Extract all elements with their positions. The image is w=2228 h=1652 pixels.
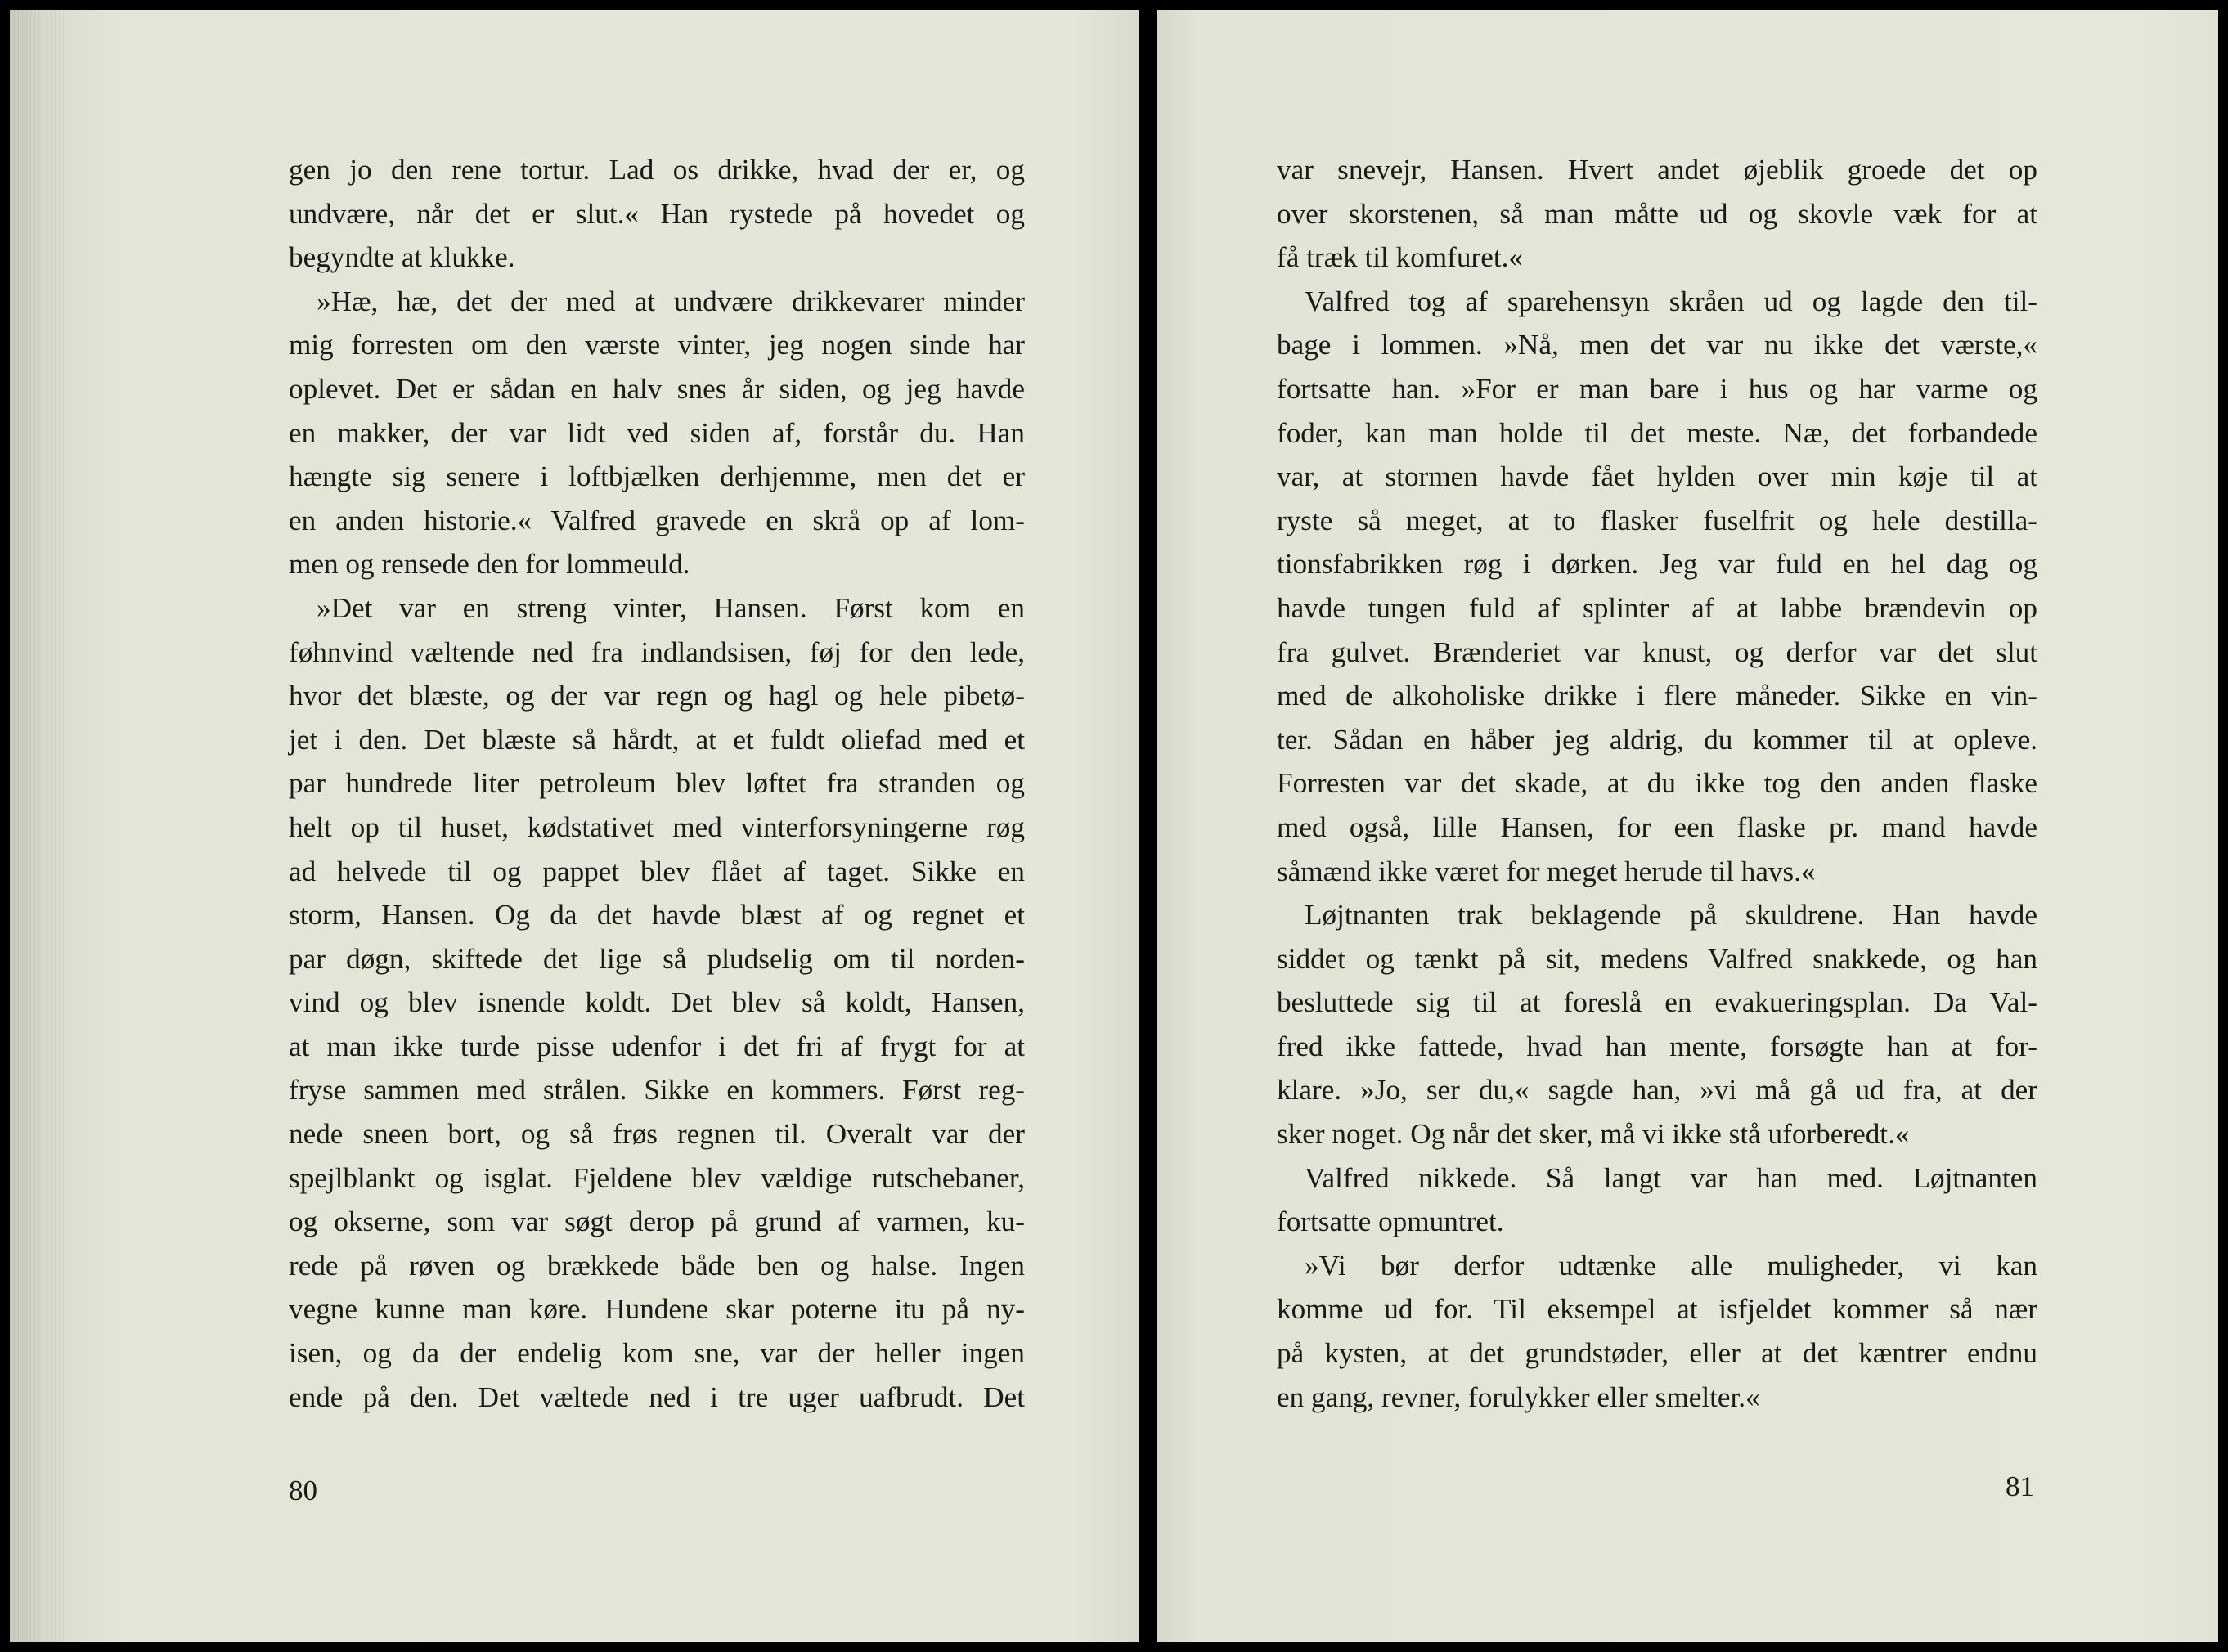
text-line: Forresten var det skade, at du ikke tog den anden flaske [1277,767,2037,800]
text-line: men og rensede den for lommeuld. [289,548,690,581]
right-page [1157,10,2218,1642]
text-line: jet i den. Det blæste så hårdt, at et fuldt oliefad med et [289,723,1025,756]
text-line: komme ud for. Til eksempel at isfjeldet kommer så nær [1277,1293,2037,1326]
text-line: fortsatte opmuntret. [1277,1205,1504,1238]
text-line: par hundrede liter petroleum blev løftet fra stranden og [289,767,1025,800]
left-page-text [289,148,1025,1419]
text-line: med også, lille Hansen, for een flaske pr. mand havde [1277,810,2037,843]
text-line: nede sneen bort, og så frøs regnen til. Overalt var der [289,1118,1025,1151]
text-line: og okserne, som var søgt derop på grund af varmen, ku- [289,1205,1025,1238]
text-line: sker noget. Og når det sker, må vi ikke stå uforberedt.« [1277,1118,1910,1151]
text-line: »Vi bør derfor udtænke alle muligheder, vi kan [1305,1249,2037,1282]
text-line: hængte sig senere i loftbjælken derhjemme, men det er [289,460,1025,493]
text-line: var snevejr, Hansen. Hvert andet øjeblik groede det op [1277,154,2037,186]
text-line: fred ikke fattede, hvad han mente, forsøgte han at for- [1277,1030,2037,1062]
text-line: vegne kunne man køre. Hundene skar poterne itu på ny- [289,1293,1025,1326]
text-line: isen, og da der endelig kom sne, var der heller ingen [289,1337,1025,1370]
text-line: spejlblankt og isglat. Fjeldene blev vældige rutschebaner, [289,1161,1025,1194]
text-line: føhnvind væltende ned fra indlandsisen, føj for den lede, [289,635,1025,668]
text-line: oplevet. Det er sådan en halv snes år siden, og jeg havde [289,372,1025,405]
text-line: på kysten, at det grundstøder, eller at det kæntrer endnu [1277,1337,2037,1370]
text-line: storm, Hansen. Og da det havde blæst af og regnet et [289,899,1025,931]
right-page-text [1277,148,2037,1419]
text-line: var, at stormen havde fået hylden over min køje til at [1277,460,2037,493]
text-line: ad helvede til og pappet blev flået af taget. Sikke en [289,855,1025,887]
text-line: Valfred nikkede. Så langt var han med. Løjtnanten [1305,1161,2037,1194]
text-line: helt op til huset, kødstativet med vinterforsyningerne røg [289,810,1025,843]
text-line: Løjtnanten trak beklagende på skuldrene. Han havde [1305,899,2037,931]
text-line: ter. Sådan en håber jeg aldrig, du kommer til at opleve. [1277,723,2037,756]
left-page [10,10,1139,1642]
text-line: »Hæ, hæ, det der med at undvære drikkevarer minder [317,285,1025,317]
text-line: fryse sammen med strålen. Sikke en kommers. Først reg- [289,1074,1025,1107]
text-line: rede på røven og brækkede både ben og halse. Ingen [289,1249,1025,1282]
text-line: over skorstenen, så man måtte ud og skovle væk for at [1277,197,2037,230]
text-line: såmænd ikke været for meget herude til havs.« [1277,855,1816,887]
text-line: tionsfabrikken røg i dørken. Jeg var fuld en hel dag og [1277,548,2037,581]
text-line: at man ikke turde pisse udenfor i det fri af frygt for at [289,1030,1025,1062]
text-line: vind og blev isnende koldt. Det blev så koldt, Hansen, [289,986,1025,1019]
text-line: havde tungen fuld af splinter af at labbe brændevin op [1277,591,2037,624]
text-line: Valfred tog af sparehensyn skråen ud og lagde den til- [1305,285,2037,317]
text-line: en gang, revner, forulykker eller smelter.« [1277,1380,1760,1413]
text-line: fortsatte han. »For er man bare i hus og har varme og [1277,372,2037,405]
text-line: hvor det blæste, og der var regn og hagl og hele pibetø- [289,680,1025,712]
text-line: med de alkoholiske drikke i flere måneder. Sikke en vin- [1277,680,2037,712]
text-line: en makker, der var lidt ved siden af, forstår du. Han [289,416,1025,449]
text-line: foder, kan man holde til det meste. Næ, det forbandede [1277,416,2037,449]
text-line: »Det var en streng vinter, Hansen. Først kom en [317,591,1025,624]
text-line: ryste så meget, at to flasker fuselfrit og hele destilla- [1277,504,2037,536]
text-line: bage i lommen. »Nå, men det var nu ikke det værste,« [1277,329,2037,361]
text-line: en anden historie.« Valfred gravede en skrå op af lom- [289,504,1025,536]
page-number-right: 81 [2006,1470,2034,1502]
text-line: fra gulvet. Brænderiet var knust, og derfor var det slut [1277,635,2037,668]
text-line: siddet og tænkt på sit, medens Valfred snakkede, og han [1277,942,2037,975]
text-line: gen jo den rene tortur. Lad os drikke, hvad der er, og [289,154,1025,186]
book-gutter [1139,10,1157,1642]
page-number-left: 80 [289,1475,317,1506]
page-edge [10,10,67,1642]
text-line: par døgn, skiftede det lige så pludselig om til norden- [289,942,1025,975]
text-line: mig forresten om den værste vinter, jeg nogen sinde har [289,329,1025,361]
text-line: klare. »Jo, ser du,« sagde han, »vi må gå ud fra, at der [1277,1074,2037,1107]
text-line: besluttede sig til at foreslå en evakueringsplan. Da Val- [1277,986,2037,1019]
text-line: begyndte at klukke. [289,241,515,274]
text-line: få træk til komfuret.« [1277,241,1523,274]
text-line: ende på den. Det væltede ned i tre uger uafbrudt. Det [289,1380,1025,1413]
text-line: undvære, når det er slut.« Han rystede på hovedet og [289,197,1025,230]
